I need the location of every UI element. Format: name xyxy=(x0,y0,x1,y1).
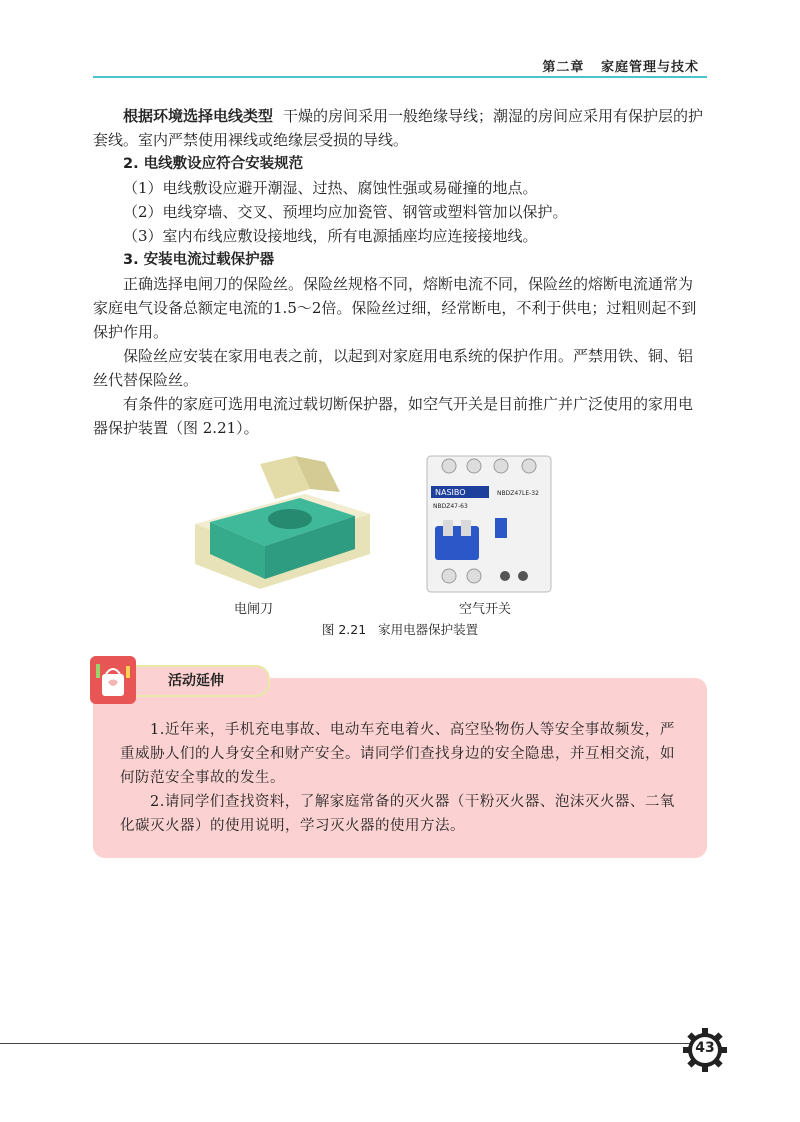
section-heading-3: 3. 安装电流过载保护器 xyxy=(123,252,275,268)
paragraph-lead: 根据环境选择电线类型 xyxy=(123,107,274,125)
list-item: （2）电线穿墙、交叉、预埋均应加瓷管、钢管或塑料管加以保护。 xyxy=(123,203,568,221)
paragraph-breaker: 有条件的家庭可选用电流过载切断保护器，如空气开关是目前推广并广泛使用的家用电器保护装置（图 2.21）。 xyxy=(93,395,694,437)
body-text xyxy=(93,104,707,440)
activity-content xyxy=(120,718,686,838)
paragraph-fuse: 正确选择电闸刀的保险丝。保险丝规格不同，熔断电流不同，保险丝的熔断电流通常为家庭电气设备总额定电流的1.5～2倍。保险丝过细，经常断电，不利于供电；过粗则起不到保护作用。 xyxy=(93,275,697,341)
caption-air-switch: 空气开关 xyxy=(459,602,512,617)
paragraph-wire-type xyxy=(93,104,707,152)
caption-knife-switch: 电闸刀 xyxy=(234,602,274,617)
chapter-number: 第二章 xyxy=(542,60,585,75)
paragraph-fuse-install: 保险丝应安装在家用电表之前，以起到对家庭用电系统的保护作用。严禁用铁、铜、铝丝代替保险丝。 xyxy=(93,347,694,389)
figure-number: 图 2.21 xyxy=(321,622,367,637)
list-item: （3）室内布线应敷设接地线，所有电源插座均应连接接地线。 xyxy=(123,227,538,245)
paragraph-text: 干燥的房间采用一般绝缘导线；潮湿的房间应采用有保护层的护套线。室内严禁使用裸线或绝缘层受损的导线。 xyxy=(93,107,704,149)
page-header xyxy=(93,52,707,78)
figure-title: 家用电器保护装置 xyxy=(378,622,479,637)
knife-switch-image xyxy=(185,454,375,592)
figure-caption xyxy=(93,620,707,638)
activity-item: 1.近年来，手机充电事故、电动车充电着火、高空坠物伤人等安全事故频发，严重威胁人们的人身安全和财产安全。请同学们查找身边的安全隐患，并互相交流，如何防范安全事故的发生。 xyxy=(120,722,675,786)
header-rule xyxy=(93,76,707,78)
breaker-model-right: NBDZ47LE-32 xyxy=(497,490,539,497)
figure-2-21 xyxy=(93,442,707,642)
breaker-model-left: NBDZ47-63 xyxy=(433,503,468,510)
footer-rule xyxy=(0,1043,690,1044)
bag-icon xyxy=(90,656,136,704)
chapter-title: 家庭管理与技术 xyxy=(600,60,699,75)
page-number: 43 xyxy=(695,1040,715,1056)
chapter-heading xyxy=(542,56,699,75)
activity-item: 2.请同学们查找资料，了解家庭常备的灭火器（干粉灭火器、泡沫灭火器、二氧化碳灭火器）的使用说明，学习灭火器的使用方法。 xyxy=(120,794,675,834)
list-item: （1）电线敷设应避开潮湿、过热、腐蚀性强或易碰撞的地点。 xyxy=(123,179,538,197)
section-heading-2: 2. 电线敷设应符合安装规范 xyxy=(123,156,304,172)
activity-title: 活动延伸 xyxy=(168,673,224,689)
air-switch-image xyxy=(419,448,559,598)
breaker-brand: NASIBO xyxy=(435,488,466,497)
